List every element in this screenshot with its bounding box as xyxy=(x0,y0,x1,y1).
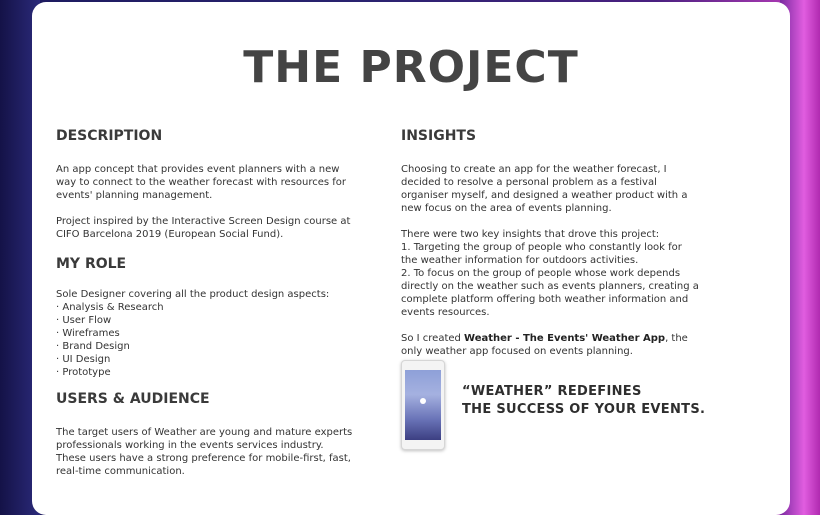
phone-screen xyxy=(405,370,441,440)
role-list xyxy=(56,301,356,379)
insights-text: Choosing to create an app for the weather forecast, I decided to resolve a personal problem as a festival organiser myself, and designed a weather product with a new focus on the area of events planning. xyxy=(401,164,688,214)
page-title: THE PROJECT xyxy=(243,42,579,93)
role-item: · Prototype xyxy=(56,367,111,378)
role-section xyxy=(56,254,356,379)
tagline-line-2: THE SUCCESS OF YOUR EVENTS. xyxy=(462,402,706,417)
role-item: · Brand Design xyxy=(56,341,130,352)
insight-item: 1. Targeting the group of people who constantly look for the weather information for outdoors activities. xyxy=(401,242,682,266)
insights-heading: INSIGHTS xyxy=(401,128,477,144)
description-heading: DESCRIPTION xyxy=(56,128,163,144)
phone-mockup-icon xyxy=(401,360,445,450)
role-item: · User Flow xyxy=(56,315,112,326)
app-logo-icon xyxy=(420,398,426,404)
description-inspiration: Project inspired by the Interactive Screen Design course at CIFO Barcelona 2019 (European Social Fund). xyxy=(56,216,351,240)
role-intro: Sole Designer covering all the product design aspects: xyxy=(56,289,330,300)
left-column xyxy=(56,126,356,491)
insights-intro: There were two key insights that drove this project: xyxy=(401,229,660,240)
audience-text: The target users of Weather are young and mature experts professionals working in the events services industry. These users have a strong preference for mobile-first, fast, real-time communication. xyxy=(56,427,353,477)
tagline xyxy=(462,383,705,419)
audience-heading: USERS & AUDIENCE xyxy=(56,391,210,407)
description-text: An app concept that provides event planners with a new way to connect to the weather forecast with resources for events' planning management. xyxy=(56,164,347,201)
role-item: · UI Design xyxy=(56,354,111,365)
conclusion-prefix: So I created xyxy=(401,333,465,344)
role-item: · Wireframes xyxy=(56,328,120,339)
role-item: · Analysis & Research xyxy=(56,302,164,313)
audience-section xyxy=(56,389,356,478)
role-heading: MY ROLE xyxy=(56,256,127,272)
app-name: Weather - The Events' Weather App xyxy=(464,333,666,344)
tagline-line-1: “WEATHER” REDEFINES xyxy=(462,384,642,399)
insights-conclusion xyxy=(401,332,701,358)
right-column xyxy=(401,126,701,371)
insight-item: 2. To focus on the group of people whose work depends directly on the weather such as events planners, creating a complete platform offering both weather information and events resources. xyxy=(401,268,699,318)
conclusion-suffix: , the only weather app focused on events planning. xyxy=(401,333,688,357)
description-section xyxy=(56,126,356,241)
